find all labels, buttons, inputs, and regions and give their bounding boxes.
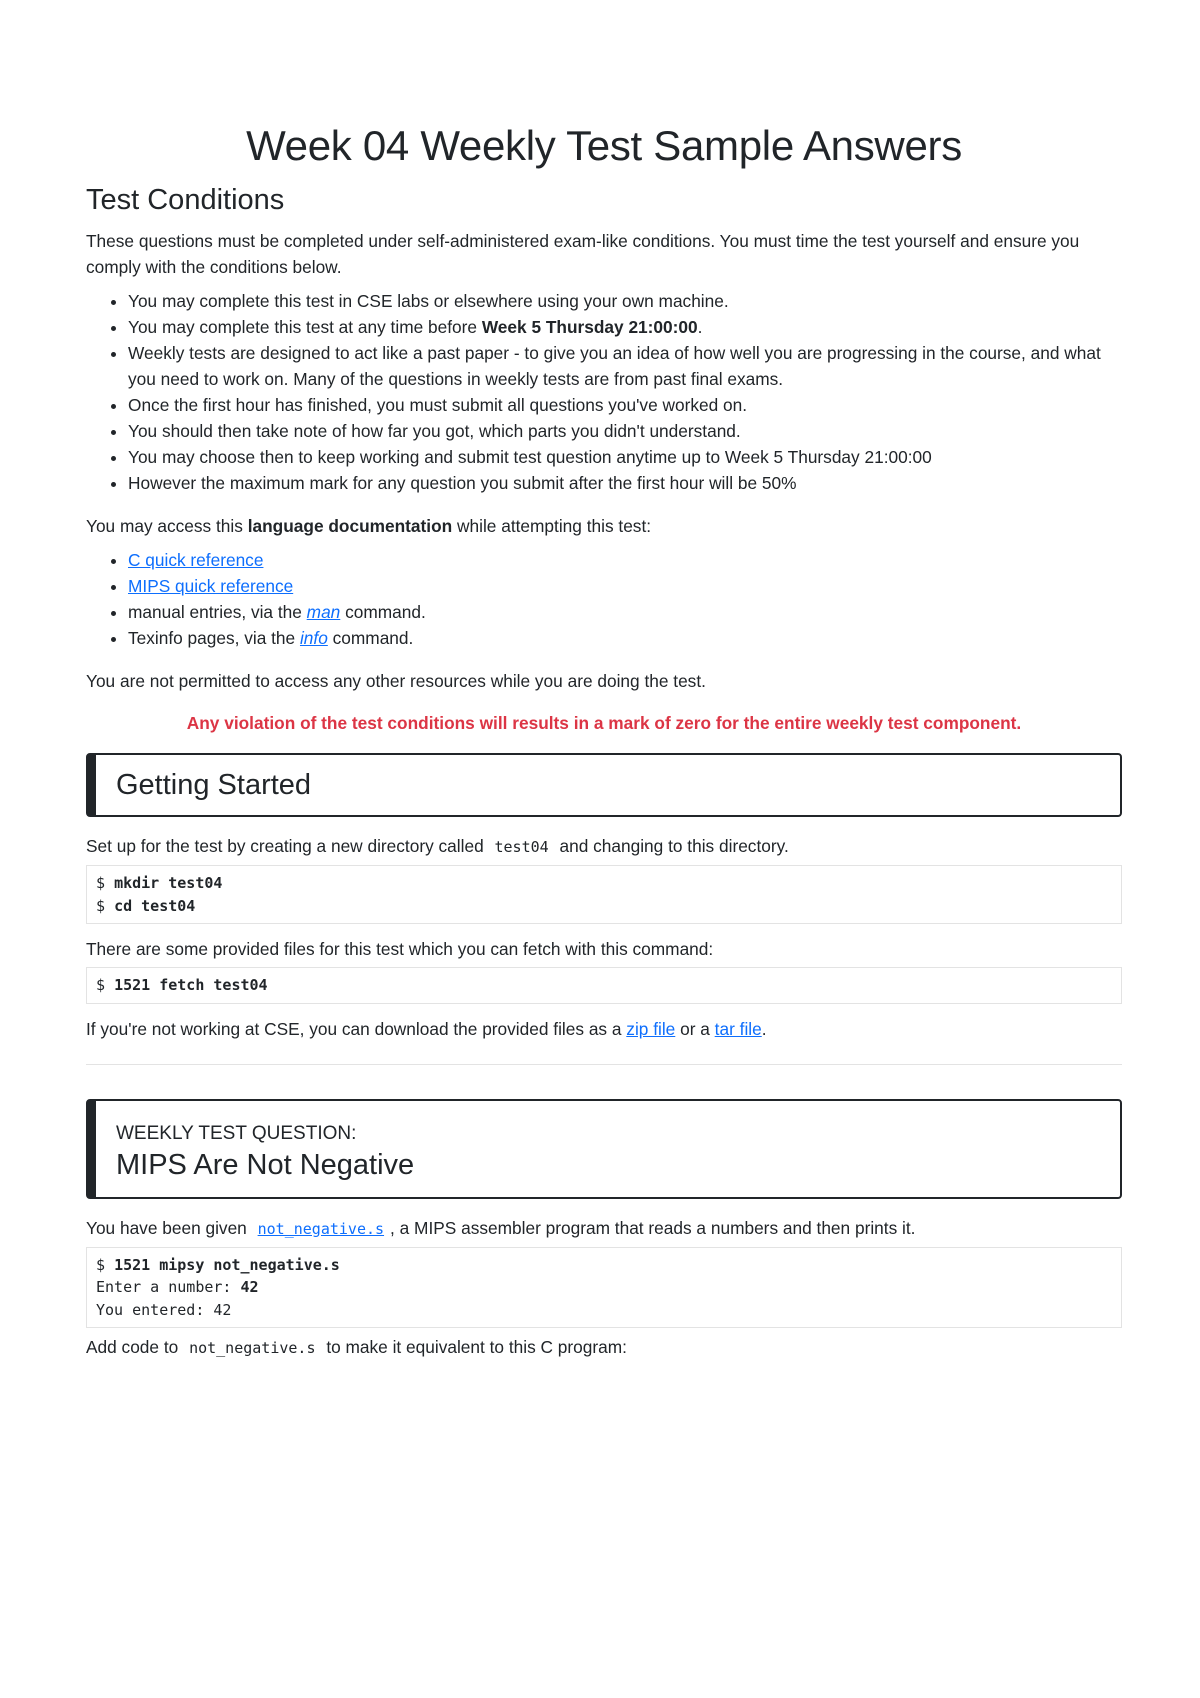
shell-prompt: $ <box>96 874 115 892</box>
task-text: to make it equivalent to this C program: <box>326 1337 627 1357</box>
question-kicker: WEEKLY TEST QUESTION: <box>116 1122 357 1144</box>
fetch-instructions: There are some provided files for this test which you can fetch with this command: <box>86 939 714 959</box>
man-link[interactable]: man <box>306 602 341 622</box>
violation-warning: Any violation of the test conditions will results in a mark of zero for the entire weekly test component. <box>186 713 1022 733</box>
docs-intro-bold: language documentation <box>247 516 453 536</box>
docs-text: Texinfo pages, via the <box>128 628 300 648</box>
page-title: Week 04 Weekly Test Sample Answers <box>246 122 962 169</box>
download-text: or a <box>675 1018 715 1039</box>
condition-text: . <box>697 317 703 337</box>
file-name-code: not_negative.s <box>189 1339 316 1357</box>
docs-intro-text: You may access this <box>86 516 248 536</box>
question-intro <box>86 1215 1122 1242</box>
not-negative-file-link[interactable] <box>252 1218 390 1238</box>
condition-text: You may complete this test at any time before <box>128 317 482 337</box>
fetch-code-block <box>86 967 1122 1004</box>
mkdir-command: mkdir test04 <box>114 874 223 892</box>
mipsy-command: 1521 mipsy not_negative.s <box>114 1255 340 1274</box>
condition-item: • However the maximum mark for any question you submit after the first hour will be 50% <box>128 470 1122 496</box>
content <box>86 116 1122 1361</box>
mips-quick-reference-link[interactable]: MIPS quick reference <box>128 576 294 596</box>
docs-item <box>128 573 1122 599</box>
program-prompt-text: Enter a number: <box>96 1278 241 1296</box>
docs-item <box>128 625 1122 651</box>
docs-text: manual entries, via the <box>128 602 307 622</box>
question-text: , a MIPS assembler program that reads a numbers and then prints it. <box>390 1217 916 1238</box>
program-output-text: You entered: 42 <box>96 1300 232 1319</box>
zip-file-link[interactable]: zip file <box>626 1018 676 1039</box>
download-text: . <box>761 1018 767 1039</box>
getting-started-box <box>86 753 1122 817</box>
condition-item: • You should then take note of how far you got, which parts you didn't understand. <box>128 418 1122 444</box>
condition-item <box>128 314 1122 340</box>
condition-item: • Once the first hour has finished, you must submit all questions you've worked on. <box>128 392 1122 418</box>
test-conditions-heading: Test Conditions <box>86 184 285 216</box>
docs-list <box>86 547 1122 651</box>
setup-text: and changing to this directory. <box>559 836 789 856</box>
question-text: You have been given <box>86 1217 247 1238</box>
task-instructions <box>86 1334 1122 1361</box>
shell-prompt: $ <box>96 1255 115 1274</box>
setup-instructions <box>86 833 1122 860</box>
shell-prompt: $ <box>96 976 115 994</box>
shell-prompt: $ <box>96 896 115 915</box>
docs-item <box>128 599 1122 625</box>
fetch-command: 1521 fetch test04 <box>114 976 268 994</box>
docs-text: command. <box>327 628 414 648</box>
section-divider <box>86 1064 1122 1065</box>
task-text: Add code to <box>86 1337 179 1357</box>
deadline-text: Week 5 Thursday 21:00:00 <box>481 317 698 337</box>
cd-command: cd test04 <box>114 896 196 915</box>
docs-text: command. <box>340 602 426 622</box>
user-input-value: 42 <box>240 1278 259 1296</box>
file-name-code: not_negative.s <box>257 1219 385 1238</box>
docs-item <box>128 547 1122 573</box>
download-text: If you're not working at CSE, you can download the provided files as a <box>86 1018 627 1039</box>
getting-started-heading: Getting Started <box>116 769 312 801</box>
condition-item: • You may complete this test in CSE labs or elsewhere using your own machine. <box>128 288 1122 314</box>
question-box <box>86 1099 1122 1199</box>
question-heading: MIPS Are Not Negative <box>116 1148 415 1181</box>
no-other-resources-text: You are not permitted to access any other resources while you are doing the test. <box>86 671 706 691</box>
condition-item: • Weekly tests are designed to act like a past paper - to give you an idea of how well you are progressing in the course, and what you need to work on. Many of the questions in weekly tests are from past final exams. <box>128 340 1122 392</box>
info-link[interactable]: info <box>299 628 328 648</box>
download-instructions <box>86 1016 1122 1042</box>
docs-intro-text: while attempting this test: <box>452 516 652 536</box>
tar-file-link[interactable]: tar file <box>714 1018 762 1039</box>
docs-intro <box>86 513 1122 539</box>
conditions-list <box>86 288 1122 496</box>
directory-name-code: test04 <box>494 838 549 856</box>
conditions-intro: These questions must be completed under self-administered exam-like conditions. You must time the test yourself and ensure you comply with the conditions below. <box>86 231 1080 277</box>
setup-text: Set up for the test by creating a new directory called <box>86 836 484 856</box>
setup-code-block <box>86 865 1122 924</box>
c-quick-reference-link[interactable]: C quick reference <box>128 550 264 570</box>
run-example-code-block <box>86 1247 1122 1329</box>
condition-item: • You may choose then to keep working and submit test question anytime up to Week 5 Thursday 21:00:00 <box>128 444 1122 470</box>
